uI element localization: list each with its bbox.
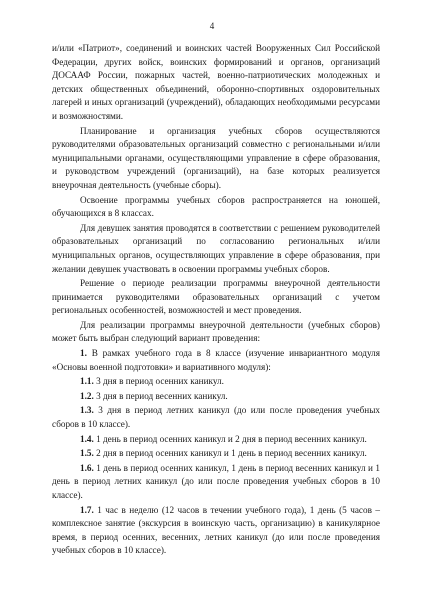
item-number: 1.2. — [80, 390, 94, 401]
paragraph-text: 2 дня в период осенних каникул и 1 день в период весенних каникул. — [93, 448, 367, 459]
page-number: 4 — [209, 21, 215, 31]
paragraph-text: 3 дня в период осенних каникул. — [93, 376, 224, 387]
item-number: 1.4. — [80, 433, 94, 444]
paragraph — [52, 462, 380, 503]
paragraph — [52, 390, 380, 404]
item-number: 1.7. — [80, 504, 94, 515]
paragraph-text: Решение о периоде реализации программы внеурочной деятельности принимается руководителями образовательных организаций с учетом региональных особенностей, возможностей и мест проведения. — [52, 278, 380, 316]
paragraph-text: Для реализации программы внеурочной деятельности (учебных сборов) может быть выбран следующий вариант проведения: — [52, 319, 380, 344]
paragraph-text: Для девушек занятия проводятся в соответствии с решением руководителей образовательных организаций по согласованию региональных и/или муниципальных органов, осуществляющих управление в сфере образования, при желании девушек участвовать в освоении программы учебных сборов. — [52, 222, 380, 274]
paragraph-text: 1 час в неделю (12 часов в течении учебного года), 1 день (5 часов – комплексное занятие (экскурсия в воинскую часть, организацию) в каникулярное время, в период осенних, весенних, летних каникул (до или после проведения учебных сборов в 10 классе). — [52, 504, 380, 556]
paragraph-text: и/или «Патриот», соединений и воинских частей Вооруженных Сил Российской Федерации, других войск, воинских формирований и органов, организаций ДОСААФ России, пожарных частей, военно-патриотических молодежных и детских общественных объединений, оборонно-спортивных оздоровительных лагерей и иных организаций (учреждений), обладающих необходимыми ресурсами и возможностями. — [52, 43, 380, 121]
paragraph — [52, 504, 380, 558]
paragraph — [52, 125, 380, 193]
paragraph — [52, 319, 380, 346]
paragraph-text: 1 день в период осенних каникул и 2 дня в период весенних каникул. — [93, 433, 367, 444]
paragraph — [52, 42, 380, 124]
paragraph — [52, 222, 380, 276]
paragraph-text: 3 дня в период летних каникул (до или после проведения учебных сборов в 10 классе). — [52, 405, 380, 430]
paragraph — [52, 404, 380, 431]
item-number: 1.6. — [80, 462, 94, 473]
paragraph-text: 1 день в период осенних каникул, 1 день в период весенних каникул и 1 день в период летних каникул (до или после проведения учебных сборов в 10 классе). — [52, 462, 380, 500]
item-number: 1.5. — [80, 448, 94, 459]
paragraph-text: Освоение программы учебных сборов распространяется на юношей, обучающихся в 8 классах. — [52, 194, 380, 219]
paragraph-text: Планирование и организация учебных сборов осуществляются руководителями образовательных организаций совместно с региональными и/или муниципальными органами, осуществляющими управление в сфере образования, и руководством учреждений (организаций), на базе которых реализуется внеурочная деятельность (учебные сборы). — [52, 125, 380, 190]
item-number: 1. — [80, 348, 87, 359]
item-number: 1.1. — [80, 376, 94, 387]
item-number: 1.3. — [80, 405, 94, 416]
paragraph — [52, 347, 380, 374]
document-body — [52, 42, 380, 558]
paragraph — [52, 194, 380, 221]
paragraph-text: В рамках учебного года в 8 классе (изучение инвариантного модуля «Основы военной подготовки» и вариативного модуля): — [52, 348, 380, 372]
paragraph-text: 3 дня в период весенних каникул. — [93, 390, 228, 401]
paragraph — [52, 447, 380, 461]
paragraph — [52, 433, 380, 447]
paragraph — [52, 375, 380, 389]
paragraph — [52, 277, 380, 318]
